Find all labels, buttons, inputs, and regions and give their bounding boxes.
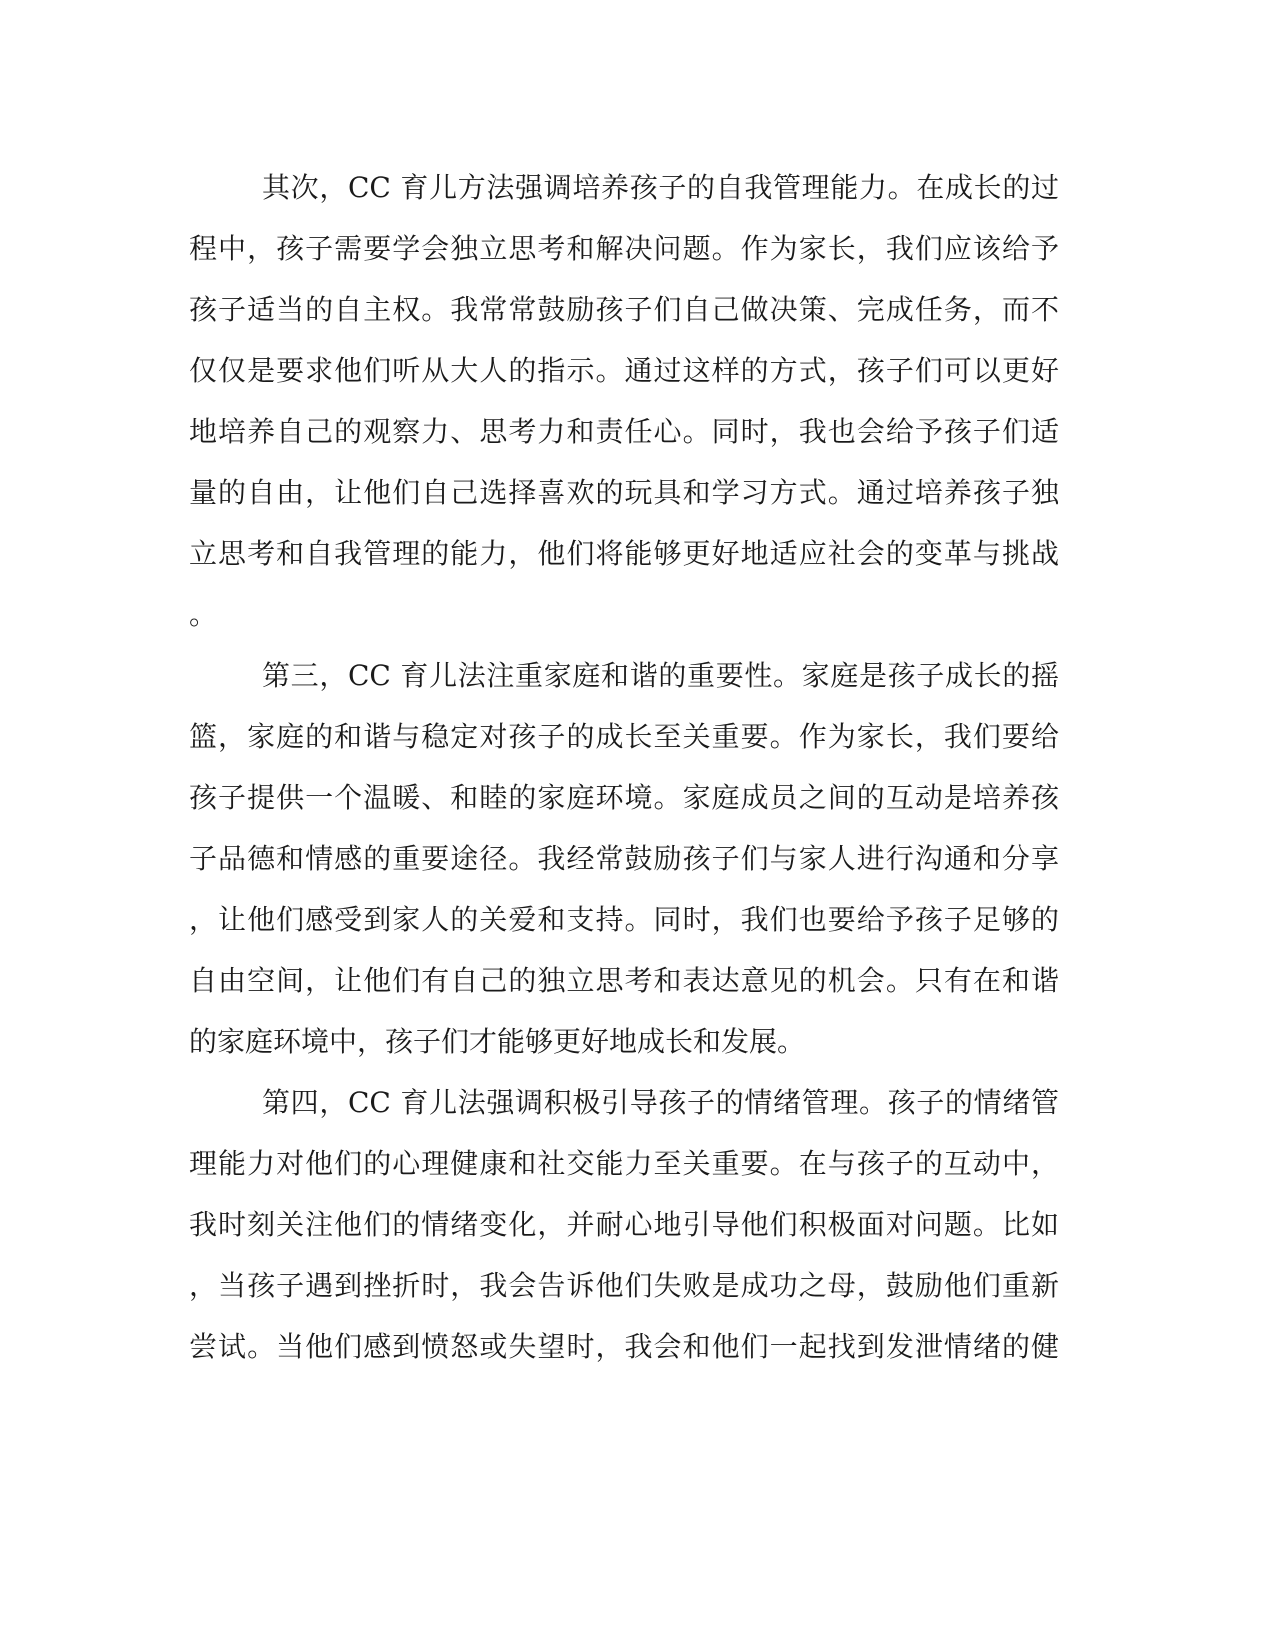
paragraph-line: 第三，CC 育儿法注重家庭和谐的重要性。家庭是孩子成长的摇: [262, 659, 1059, 692]
paragraph-line: 我时刻关注他们的情绪变化，并耐心地引导他们积极面对问题。比如: [189, 1208, 1059, 1241]
paragraph-emotion-management: [189, 1072, 1059, 1377]
paragraph-self-management: [189, 157, 1059, 645]
paragraph-line: 孩子提供一个温暖、和睦的家庭环境。家庭成员之间的互动是培养孩: [189, 781, 1059, 814]
paragraph-line: 其次，CC 育儿方法强调培养孩子的自我管理能力。在成长的过: [262, 171, 1059, 204]
paragraph-line: 量的自由，让他们自己选择喜欢的玩具和学习方式。通过培养孩子独: [189, 476, 1059, 509]
paragraph-line: 孩子适当的自主权。我常常鼓励孩子们自己做决策、完成任务，而不: [189, 293, 1059, 326]
paragraph-line: 子品德和情感的重要途径。我经常鼓励孩子们与家人进行沟通和分享: [189, 842, 1059, 875]
paragraph-line: 尝试。当他们感到愤怒或失望时，我会和他们一起找到发泄情绪的健: [189, 1330, 1059, 1363]
paragraph-line: 篮，家庭的和谐与稳定对孩子的成长至关重要。作为家长，我们要给: [189, 720, 1059, 753]
paragraph-line: 自由空间，让他们有自己的独立思考和表达意见的机会。只有在和谐: [189, 964, 1059, 997]
paragraph-line: 理能力对他们的心理健康和社交能力至关重要。在与孩子的互动中，: [189, 1147, 1059, 1180]
paragraph-line: 的家庭环境中，孩子们才能够更好地成长和发展。: [189, 1025, 806, 1058]
paragraph-line: 。: [189, 598, 218, 631]
paragraph-line: 仅仅是要求他们听从大人的指示。通过这样的方式，孩子们可以更好: [189, 354, 1059, 387]
paragraph-line: ，当孩子遇到挫折时，我会告诉他们失败是成功之母，鼓励他们重新: [189, 1269, 1059, 1302]
paragraph-line: 第四，CC 育儿法强调积极引导孩子的情绪管理。孩子的情绪管: [262, 1086, 1059, 1119]
paragraph-line: 立思考和自我管理的能力，他们将能够更好地适应社会的变革与挑战: [189, 537, 1059, 570]
paragraph-line: 地培养自己的观察力、思考力和责任心。同时，我也会给予孩子们适: [189, 415, 1059, 448]
document-body: [189, 157, 1059, 1377]
paragraph-line: ，让他们感受到家人的关爱和支持。同时，我们也要给予孩子足够的: [189, 903, 1059, 936]
paragraph-line: 程中，孩子需要学会独立思考和解决问题。作为家长，我们应该给予: [189, 232, 1059, 265]
paragraph-family-harmony: [189, 645, 1059, 1072]
